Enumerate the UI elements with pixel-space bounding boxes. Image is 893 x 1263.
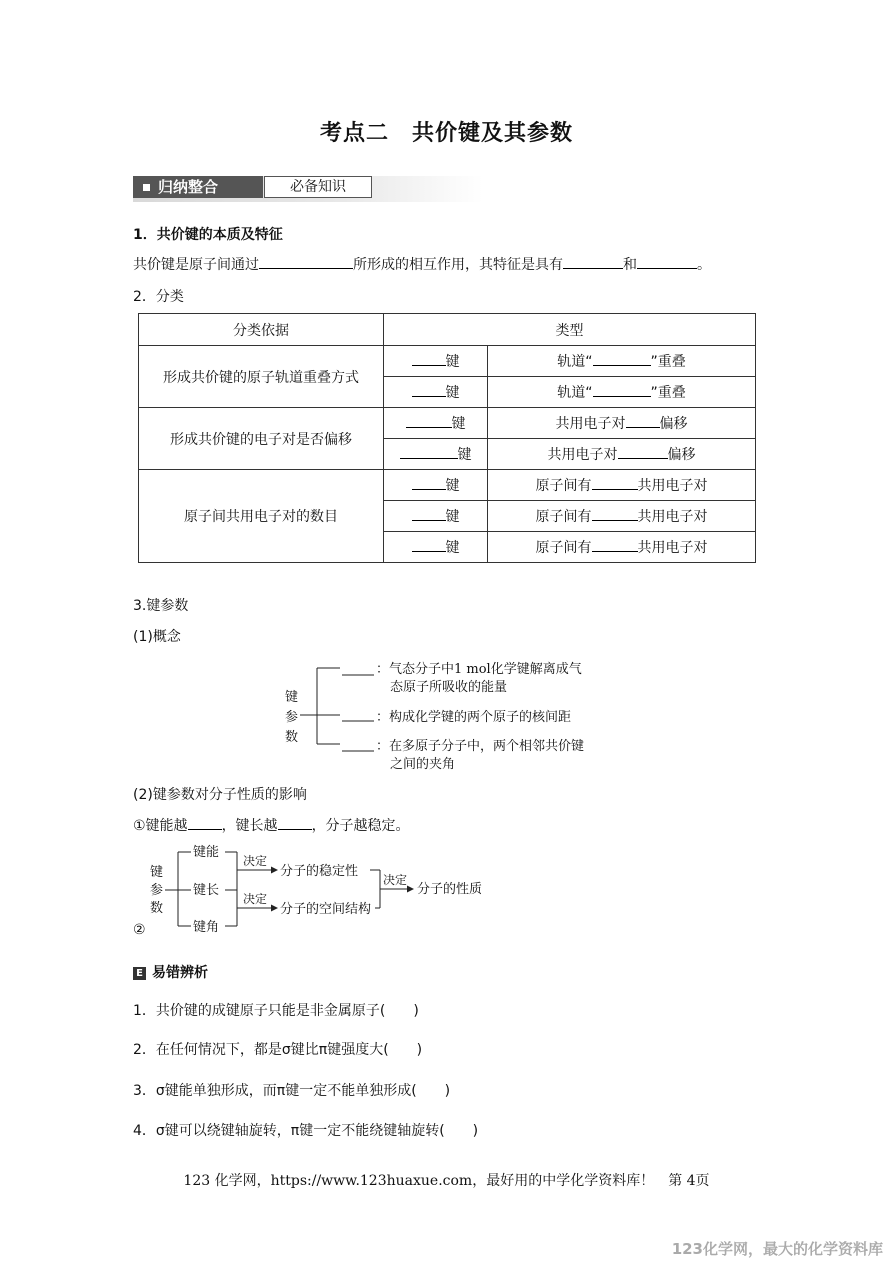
desc-text: 原子间有 [535, 509, 592, 525]
blank [406, 413, 452, 428]
desc-text: 偏移 [667, 447, 696, 463]
blank [259, 254, 353, 269]
blank [412, 537, 446, 552]
concept-angle-line2: 之间的夹角 [390, 757, 456, 772]
watermark: 123化学网，最大的化学资料库 [671, 1240, 883, 1258]
concept-energy-line1: ：气态分子中1 mol化学键解离成气 [376, 662, 582, 677]
table-desc-cell [488, 501, 756, 532]
blank [412, 382, 446, 397]
bond-label: 键 [445, 540, 460, 556]
blank [278, 815, 312, 830]
desc-text: 共用电子对 [637, 540, 708, 556]
subheading-influence: (2)键参数对分子性质的影响 [133, 787, 307, 803]
blank [592, 475, 638, 490]
desc-text: 原子间有 [535, 478, 592, 494]
error-item: 4．σ键可以绕键轴旋转，π键一定不能绕键轴旋转( ) [133, 1123, 479, 1139]
page-footer: 123 化学网，https://www.123huaxue.com，最好用的中学化学资料库！ 第 4页 [183, 1173, 710, 1189]
diagram-root-char: 参 [150, 883, 164, 898]
table-basis-cell: 原子间共用电子对的数目 [139, 470, 384, 563]
blank [637, 254, 697, 269]
heading-classification: 2．分类 [133, 289, 184, 305]
blank [618, 444, 668, 459]
blank [563, 254, 623, 269]
table-desc-cell [488, 346, 756, 377]
table-desc-cell [488, 532, 756, 563]
page-title: 考点二 共价键及其参数 [319, 120, 573, 146]
table-bond-cell [384, 470, 488, 501]
result-property: 分子的性质 [417, 882, 483, 897]
bond-label: 键 [445, 354, 460, 370]
bond-label: 键 [445, 478, 460, 494]
bond-parameter-influence-diagram [145, 840, 505, 940]
diagram-root-char: 键 [150, 865, 164, 880]
diagram-root-char: 数 [285, 730, 299, 745]
bond-label: 键 [457, 447, 472, 463]
decide-label: 决定 [243, 892, 268, 906]
result-stability: 分子的稳定性 [280, 864, 359, 879]
desc-text: 共用电子对 [637, 509, 708, 525]
section-label-summary-text: 归纳整合 [158, 178, 219, 196]
bond-label: 键 [451, 416, 466, 432]
error-item: 3．σ键能单独形成，而π键一定不能单独形成( ) [133, 1083, 451, 1099]
desc-text: 偏移 [659, 416, 688, 432]
concept-energy-line2: 态原子所吸收的能量 [390, 680, 508, 695]
blank [593, 351, 651, 366]
error-analysis-title: 易错辨析 [152, 965, 208, 981]
decide-label: 决定 [383, 873, 408, 887]
heading-bond-nature: 1．共价键的本质及特征 [133, 227, 283, 243]
table-bond-cell [384, 346, 488, 377]
blank [412, 351, 446, 366]
bond-label: 键 [445, 509, 460, 525]
table-bond-cell [384, 408, 488, 439]
square-bullet-icon [143, 184, 150, 191]
e-box-icon: E [133, 967, 146, 980]
param-bond-angle: 键角 [193, 920, 220, 935]
desc-text: 轨道“ [557, 354, 593, 370]
table-bond-cell [384, 532, 488, 563]
blank [412, 475, 446, 490]
text-segment: 。 [697, 257, 711, 273]
influence-statement [133, 815, 410, 835]
table-desc-cell [488, 408, 756, 439]
blank [592, 537, 638, 552]
concept-angle-line1: ：在多原子分子中，两个相邻共价键 [376, 739, 585, 754]
subheading-concept: (1)概念 [133, 629, 181, 645]
param-bond-energy: 键能 [193, 845, 220, 860]
table-bond-cell [384, 377, 488, 408]
diagram-root-char: 数 [150, 901, 164, 916]
decide-label: 决定 [243, 854, 268, 868]
diagram-root-char: 键 [285, 690, 299, 705]
table-header-type: 类型 [384, 314, 756, 346]
text-segment: 所形成的相互作用，其特征是具有 [353, 257, 563, 273]
influence-item-2-label: ② [133, 922, 146, 938]
desc-text: 轨道“ [557, 385, 593, 401]
blank [626, 413, 660, 428]
bond-label: 键 [445, 385, 460, 401]
text-segment: 和 [623, 257, 637, 273]
blank [400, 444, 458, 459]
param-bond-length: 键长 [193, 883, 220, 898]
result-structure: 分子的空间结构 [280, 902, 372, 917]
table-desc-cell [488, 377, 756, 408]
text-segment: ①键能越 [133, 818, 188, 834]
desc-text: 共用电子对 [637, 478, 708, 494]
section-label-summary [133, 176, 263, 198]
desc-text: 共用电子对 [547, 447, 618, 463]
error-item: 1．共价键的成键原子只能是非金属原子( ) [133, 1003, 419, 1019]
blank [593, 382, 651, 397]
table-desc-cell [488, 439, 756, 470]
text-segment: 共价键是原子间通过 [133, 257, 259, 273]
desc-text: ”重叠 [650, 385, 686, 401]
desc-text: 共用电子对 [555, 416, 626, 432]
paragraph-bond-nature [133, 254, 711, 274]
blank [188, 815, 222, 830]
table-desc-cell [488, 470, 756, 501]
table-bond-cell [384, 439, 488, 470]
table-bond-cell [384, 501, 488, 532]
text-segment: ，分子越稳定。 [311, 818, 410, 834]
heading-bond-parameters: 3.键参数 [133, 598, 189, 614]
desc-text: 原子间有 [535, 540, 592, 556]
blank [412, 506, 446, 521]
section-label-knowledge: 必备知识 [264, 176, 372, 198]
desc-text: ”重叠 [650, 354, 686, 370]
bond-parameter-concept-diagram [280, 655, 620, 775]
classification-table [138, 313, 756, 563]
concept-length: ：构成化学键的两个原子的核间距 [376, 710, 572, 725]
bracket-lines [300, 668, 374, 751]
table-header-basis: 分类依据 [139, 314, 384, 346]
error-analysis-heading [133, 962, 208, 982]
blank [592, 506, 638, 521]
diagram-root-char: 参 [285, 710, 299, 725]
text-segment: ，键长越 [221, 818, 278, 834]
error-item: 2．在任何情况下，都是σ键比π键强度大( ) [133, 1042, 423, 1058]
table-basis-cell: 形成共价键的电子对是否偏移 [139, 408, 384, 470]
table-basis-cell: 形成共价键的原子轨道重叠方式 [139, 346, 384, 408]
